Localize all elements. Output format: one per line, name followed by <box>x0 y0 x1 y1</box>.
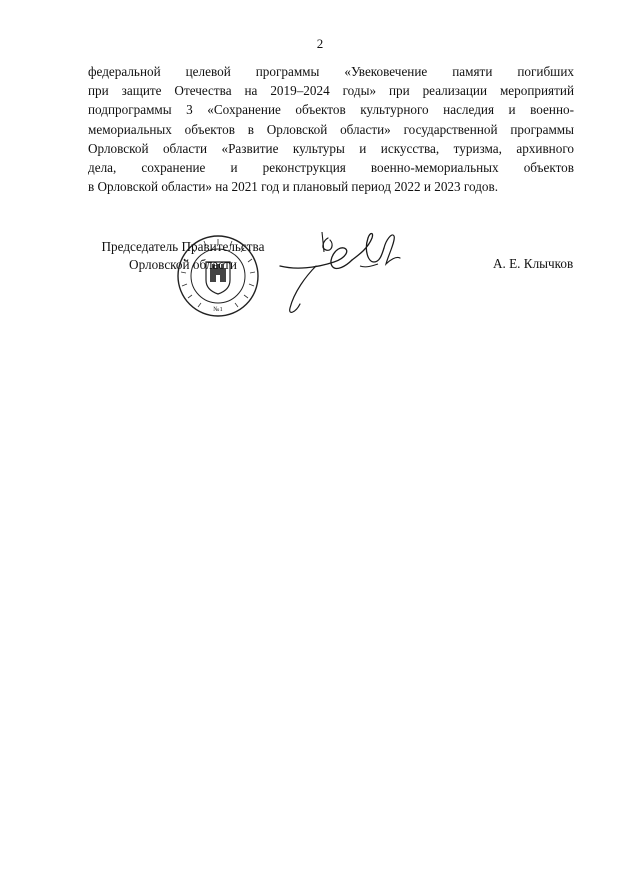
signatory-name: А. Е. Клычков <box>493 256 574 271</box>
body-line-5: Орловской области «Развитие культуры и искусства, туризма, архивного <box>88 140 574 156</box>
body-line-4: мемориальных объектов в Орловской области» государственной программы <box>88 121 574 137</box>
body-paragraph <box>88 62 574 196</box>
signatory-title <box>90 238 276 274</box>
page-number: 2 <box>316 36 324 51</box>
svg-text:№1: №1 <box>213 306 223 313</box>
handwritten-signature <box>276 226 406 318</box>
body-line-7: в Орловской области» на 2021 год и плановый период 2022 и 2023 годов. <box>88 179 499 195</box>
signatory-title-line-2: Орловской области <box>129 257 237 272</box>
body-line-2: при защите Отечества на 2019–2024 годы» при реализации мероприятий <box>88 83 574 99</box>
body-line-3: подпрограммы 3 «Сохранение объектов культурного наследия и военно- <box>88 102 574 118</box>
body-line-1: федеральной целевой программы «Увековечение памяти погибших <box>88 64 574 79</box>
body-line-6: дела, сохранение и реконструкция военно-мемориальных объектов <box>88 160 574 176</box>
signatory-title-line-1: Председатель Правительства <box>101 239 265 254</box>
